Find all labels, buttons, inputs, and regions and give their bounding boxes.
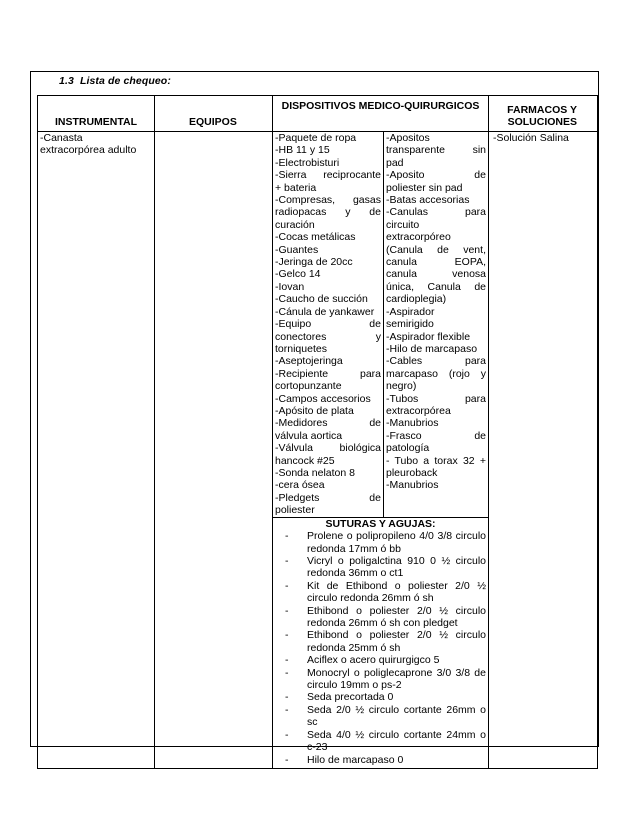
sutura-bullet: -	[285, 666, 289, 679]
dispositivo-line: -Sonda nelaton 8	[275, 466, 355, 479]
sutura-item	[285, 654, 486, 666]
dispositivo-line: -Pledgets de	[275, 491, 381, 504]
dispositivo-line: -Manubrios	[386, 479, 439, 492]
dispositivo-line: -Iovan	[275, 280, 305, 293]
dispositivo-line: pad	[386, 156, 404, 169]
sutura-item	[285, 754, 486, 766]
header-farmacos-line1: FARMACOS Y	[507, 103, 577, 116]
sutura-text: Hilo de marcapaso 0	[307, 753, 404, 766]
dispositivo-line: extracorpóreo	[386, 231, 451, 244]
sutura-text: Seda 2/0 ½ circulo cortante 26mm o sc	[307, 703, 486, 729]
dispositivo-line: semirigido	[386, 318, 434, 331]
checklist-table	[37, 95, 598, 769]
sutura-item	[285, 605, 486, 630]
dispositivo-line: -Jeringa de 20cc	[275, 256, 353, 269]
dispositivo-line: canula venosa	[386, 268, 486, 281]
dispositivo-line: marcapaso (rojo y	[386, 367, 486, 380]
dispositivo-line: -Cables para	[386, 355, 486, 368]
dispositivo-line: - Tubo a torax 32 +	[386, 454, 486, 467]
dispositivo-line: negro)	[386, 380, 417, 393]
sutura-item	[285, 530, 486, 555]
sutura-text: Ethibond o poliester 2/0 ½ circulo redonda 26mm ó sh con pledget	[307, 604, 486, 630]
sutura-text: Aciflex o acero quirurgigco 5	[307, 654, 440, 667]
dispositivo-line: -Apósito de plata	[275, 404, 354, 417]
header-dispositivos: DISPOSITIVOS MEDICO-QUIRURGICOS	[273, 96, 489, 132]
dispositivo-line: -Paquete de ropa	[275, 132, 357, 144]
dispositivo-line: -Guantes	[275, 243, 319, 256]
sutura-item	[285, 704, 486, 729]
dispositivo-line: circuito	[386, 218, 420, 231]
section-title: Lista de chequeo:	[79, 75, 171, 87]
sutura-item	[285, 580, 486, 605]
suturas-cell	[273, 517, 489, 768]
dispositivo-line: (Canula de vent,	[386, 243, 486, 256]
dispositivo-line: -Hilo de marcapaso	[386, 342, 478, 355]
dispositivo-line: -Campos accesorios	[275, 392, 371, 405]
dispositivo-line: patología	[386, 442, 430, 455]
dispositivo-line: -Aspirador flexible	[386, 330, 471, 343]
instrumental-line: -Canasta	[40, 132, 83, 144]
dispositivo-line: -Cocas metálicas	[275, 231, 356, 244]
sutura-item	[285, 729, 486, 754]
dispositivo-line: -Electrobisturi	[275, 156, 340, 169]
sutura-bullet: -	[285, 604, 289, 617]
dispositivo-line: curación	[275, 218, 315, 231]
sutura-item	[285, 691, 486, 703]
dispositivo-line: -Válvula biológica	[275, 442, 381, 455]
header-equipos: EQUIPOS	[155, 96, 273, 132]
header-farmacos	[489, 96, 598, 132]
sutura-bullet: -	[285, 579, 289, 592]
dispositivo-line: -HB 11 y 15	[275, 144, 330, 157]
dispositivo-line: -Aspirador	[386, 305, 435, 318]
dispositivo-line: extracorpórea	[386, 404, 451, 417]
dispositivo-line: -Apositos	[386, 132, 430, 144]
dispositivos-column-2	[384, 132, 489, 518]
section-number: 1.3	[59, 75, 74, 87]
dispositivo-line: única, Canula de	[386, 280, 486, 293]
dispositivo-line: poliester sin pad	[386, 181, 463, 194]
dispositivo-line: válvula aortica	[275, 429, 343, 442]
sutura-bullet: -	[285, 530, 289, 543]
sutura-text: Seda precortada 0	[307, 691, 394, 704]
sutura-text: Vicryl o poligalctina 910 0 ½ circulo redonda 36mm o ct1	[307, 555, 486, 580]
dispositivo-line: -Tubos para	[386, 392, 486, 405]
dispositivo-line: canula EOPA,	[386, 256, 486, 269]
dispositivo-line: -cera ósea	[275, 479, 325, 492]
dispositivo-line: -Cánula de yankawer	[275, 305, 375, 318]
dispositivo-line: -Caucho de succión	[275, 293, 368, 306]
sutura-text: Ethibond o poliester 2/0 ½ circulo redonda 25mm ó sh	[307, 629, 486, 654]
farmacos-item: -Solución Salina	[493, 132, 569, 144]
instrumental-cell	[38, 132, 155, 769]
dispositivo-line: pleuroback	[386, 466, 438, 479]
dispositivo-line: -Batas accesorias	[386, 194, 470, 207]
dispositivo-line: -Gelco 14	[275, 268, 321, 281]
equipos-cell	[155, 132, 273, 769]
dispositivos-column-1	[273, 132, 384, 518]
dispositivo-line: -Sierra reciprocante	[275, 169, 381, 182]
dispositivo-line: -Manubrios	[386, 417, 439, 430]
sutura-text: Prolene o polipropileno 4/0 3/8 circulo redonda 17mm ó bb	[307, 530, 486, 555]
dispositivo-line: radiopacas y de	[275, 206, 381, 219]
dispositivo-line: -Compresas, gasas	[275, 194, 381, 207]
dispositivo-line: -Medidores de	[275, 417, 381, 430]
header-farmacos-line2: SOLUCIONES	[507, 116, 577, 129]
sutura-item	[285, 629, 486, 654]
dispositivo-line: -Recipiente para	[275, 367, 381, 380]
dispositivo-line: cortopunzante	[275, 380, 342, 393]
header-row	[38, 96, 598, 132]
dispositivo-line: conectores y	[275, 330, 381, 343]
dispositivo-line: -Equipo de	[275, 318, 381, 331]
dispositivo-line: cardioplegia)	[386, 293, 447, 306]
dispositivo-line: -Aseptojeringa	[275, 355, 343, 368]
sutura-bullet: -	[285, 555, 289, 567]
sutura-bullet: -	[285, 703, 289, 716]
sutura-text: Kit de Ethibond o poliester 2/0 ½ circulo redonda 26mm ó sh	[307, 579, 486, 605]
dispositivo-line: torniquetes	[275, 342, 327, 355]
sutura-bullet: -	[285, 691, 289, 704]
dispositivo-line: hancock #25	[275, 454, 335, 467]
section-heading	[59, 75, 171, 87]
header-instrumental: INSTRUMENTAL	[38, 96, 155, 132]
dispositivo-line: transparente sin	[386, 144, 486, 157]
instrumental-line: extracorpórea adulto	[40, 144, 137, 157]
farmacos-cell	[489, 132, 598, 769]
suturas-list	[275, 530, 486, 766]
sutura-bullet: -	[285, 654, 289, 667]
suturas-title: SUTURAS Y AGUJAS:	[325, 517, 436, 530]
sutura-bullet: -	[285, 728, 289, 741]
dispositivo-line: + bateria	[275, 181, 317, 194]
sutura-bullet: -	[285, 753, 289, 766]
dispositivo-line: poliester	[275, 504, 315, 517]
dispositivo-line: -Aposito de	[386, 169, 486, 182]
content-row	[38, 132, 598, 518]
sutura-text: Monocryl o poliglecaprone 3/0 3/8 de circulo 19mm o ps-2	[307, 666, 486, 692]
dispositivo-line: -Canulas para	[386, 206, 486, 219]
sutura-text: Seda 4/0 ½ circulo cortante 24mm o c-23	[307, 728, 486, 754]
dispositivo-line: -Frasco de	[386, 429, 486, 442]
sutura-item	[285, 555, 486, 580]
sutura-bullet: -	[285, 629, 289, 642]
sutura-item	[285, 667, 486, 692]
